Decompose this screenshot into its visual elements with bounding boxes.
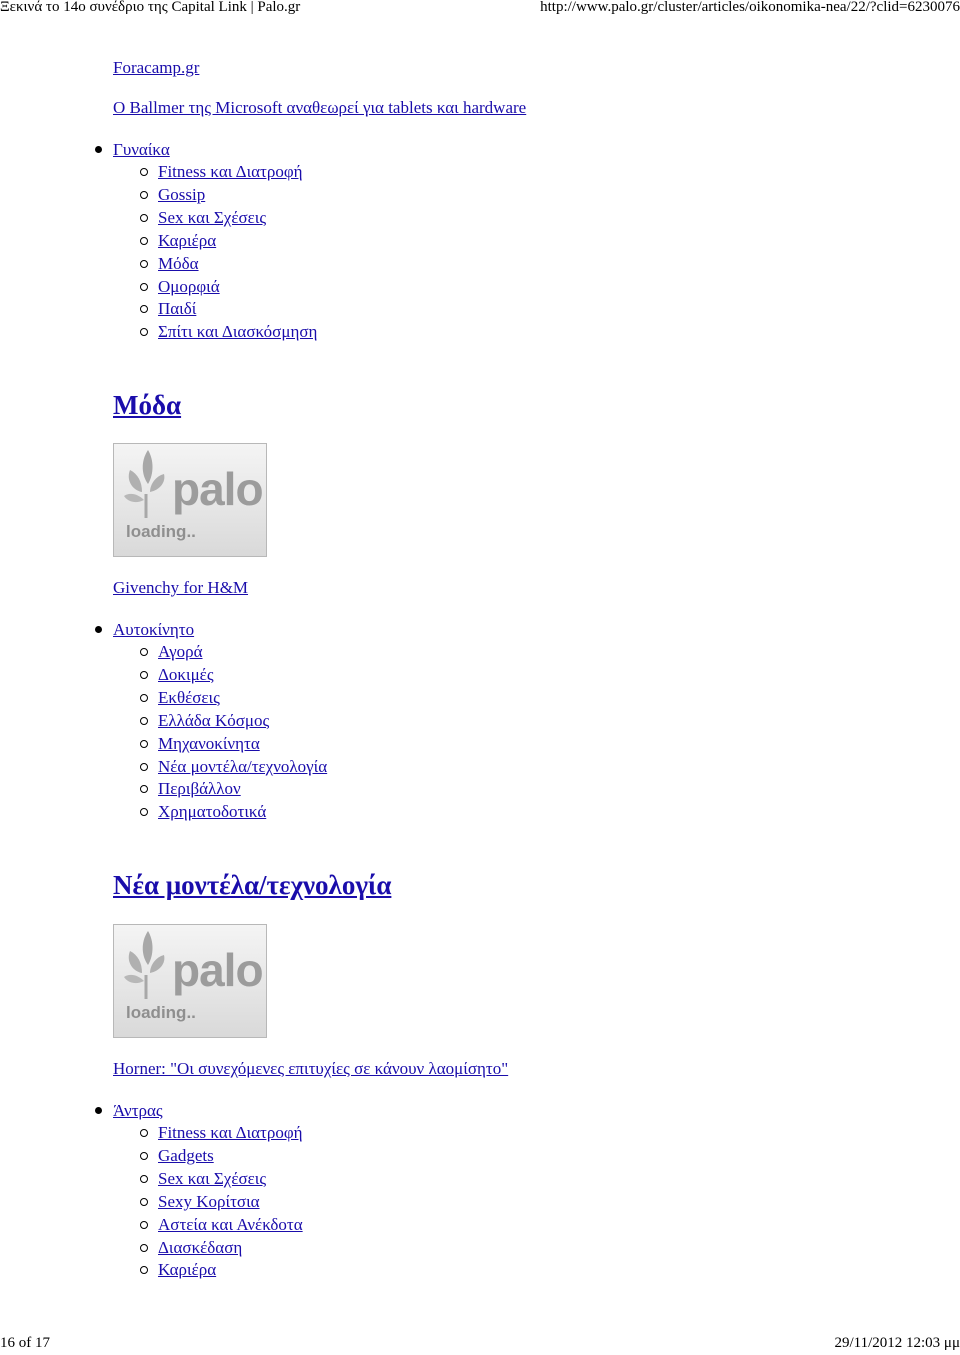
subcategory-item — [140, 161, 317, 184]
loading-text: loading.. — [126, 1003, 196, 1022]
subcategory-item — [140, 1237, 303, 1260]
subcategory-link[interactable]: Εκθέσεις — [158, 687, 220, 707]
palo-leaf-icon — [120, 929, 170, 1001]
page-number: 16 of 17 — [0, 1335, 50, 1351]
category-item — [95, 138, 317, 344]
subcategory-item — [140, 276, 317, 299]
subcategory-link[interactable]: Fitness και Διατροφή — [158, 162, 303, 181]
category-list-men — [95, 1099, 303, 1282]
subcategory-item — [140, 1168, 303, 1191]
subcategory-item — [140, 687, 327, 710]
subcategory-link[interactable]: Μηχανοκίνητα — [158, 733, 260, 753]
page-header-url: http://www.palo.gr/cluster/articles/oikonomika-nea/22/?clid=6230076 — [540, 0, 960, 15]
subcategory-item — [140, 756, 327, 779]
palo-brand-text: palo — [172, 463, 263, 515]
subcategory-link[interactable]: Διασκέδαση — [158, 1237, 243, 1257]
subcategory-link[interactable]: Αγορά — [158, 642, 203, 661]
subcategory-link[interactable]: Αστεία και Ανέκδοτα — [158, 1214, 303, 1234]
category-link-car[interactable]: Αυτοκίνητο — [113, 620, 195, 639]
palo-leaf-icon — [120, 448, 170, 520]
article-thumbnail[interactable] — [113, 443, 267, 557]
article-thumbnail[interactable] — [113, 924, 267, 1038]
page-header-title: Ξεκινά το 14ο συνέδριο της Capital Link | Palo.gr — [0, 0, 301, 15]
subcategory-link[interactable]: Δοκιμές — [158, 664, 214, 684]
subcategory-item — [140, 778, 327, 801]
subcategory-link[interactable]: Sex και Σχέσεις — [158, 1168, 267, 1188]
category-link-men[interactable]: Άντρας — [113, 1101, 163, 1120]
subcategory-link[interactable]: Fitness και Διατροφή — [158, 1123, 303, 1142]
category-item — [95, 1099, 303, 1282]
subcategory-item — [140, 207, 317, 230]
subcategory-link[interactable]: Gossip — [158, 184, 206, 204]
subcategory-item — [140, 664, 327, 687]
section-title-fashion[interactable]: Μόδα — [113, 390, 182, 420]
subcategory-item — [140, 1191, 303, 1214]
subcategory-item — [140, 641, 327, 664]
subcategory-item — [140, 298, 317, 321]
loading-text: loading.. — [126, 522, 196, 541]
subcategory-item — [140, 184, 317, 207]
subcategory-item — [140, 253, 317, 276]
subcategory-item — [140, 710, 327, 733]
subcategory-list — [140, 641, 327, 824]
subcategory-link[interactable]: Sexy Κορίτσια — [158, 1191, 260, 1211]
print-datetime: 29/11/2012 12:03 μμ — [834, 1335, 960, 1351]
subcategory-link[interactable]: Σπίτι και Διασκόσμηση — [158, 322, 318, 342]
subcategory-link[interactable]: Καριέρα — [158, 230, 217, 250]
subcategory-link[interactable]: Ομορφιά — [158, 276, 220, 296]
subcategory-item — [140, 1122, 303, 1145]
category-item — [95, 618, 327, 824]
article-link-givenchy[interactable]: Givenchy for H&M — [113, 578, 249, 597]
subcategory-item — [140, 801, 327, 824]
subcategory-item — [140, 1259, 303, 1282]
subcategory-item — [140, 733, 327, 756]
subcategory-item — [140, 321, 317, 344]
section-title-new-models[interactable]: Νέα μοντέλα/τεχνολογία — [113, 870, 392, 900]
category-list-women — [95, 138, 317, 344]
subcategory-item — [140, 1214, 303, 1237]
subcategory-link[interactable]: Παιδί — [158, 299, 197, 319]
subcategory-link[interactable]: Χρηματοδοτικά — [158, 802, 267, 822]
subcategory-link[interactable]: Μόδα — [158, 253, 199, 273]
subcategory-item — [140, 1145, 303, 1168]
subcategory-list — [140, 1122, 303, 1282]
link-foracamp[interactable]: Foracamp.gr — [113, 58, 200, 77]
palo-brand-text: palo — [172, 944, 263, 996]
subcategory-link[interactable]: Gadgets — [158, 1145, 214, 1165]
link-ballmer-article[interactable]: O Ballmer της Microsoft αναθεωρεί για tablets και hardware — [113, 98, 527, 117]
subcategory-link[interactable]: Καριέρα — [158, 1260, 217, 1280]
article-link-horner[interactable]: Horner: "Οι συνεχόμενες επιτυχίες σε κάνουν λαομίσητο" — [113, 1059, 509, 1078]
subcategory-link[interactable]: Νέα μοντέλα/τεχνολογία — [158, 756, 328, 776]
category-link-women[interactable]: Γυναίκα — [113, 140, 170, 159]
subcategory-link[interactable]: Sex και Σχέσεις — [158, 207, 267, 227]
subcategory-link[interactable]: Περιβάλλον — [158, 779, 241, 799]
subcategory-link[interactable]: Ελλάδα Κόσμος — [158, 710, 270, 730]
subcategory-list — [140, 161, 317, 344]
category-list-car — [95, 618, 327, 824]
subcategory-item — [140, 230, 317, 253]
